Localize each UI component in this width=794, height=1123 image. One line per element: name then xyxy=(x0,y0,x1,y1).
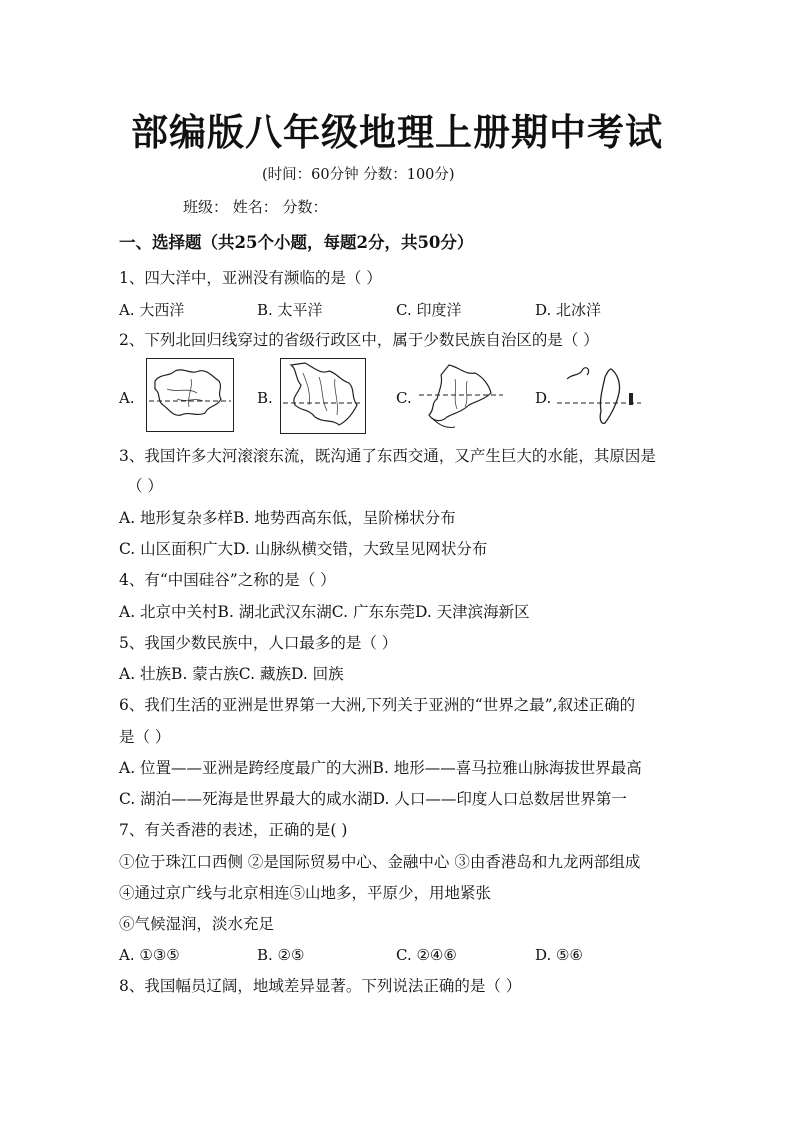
question-3-stem-cont: （ ） xyxy=(127,477,163,495)
question-5-stem: 5、我国少数民族中，人口最多的是（ ） xyxy=(119,634,398,652)
guangdong-map-figure xyxy=(418,358,504,436)
q6-options-line-2: C. 湖泊——死海是世界最大的咸水湖D. 人口——印度人口总数居世界第一 xyxy=(119,790,627,808)
q7-option-b: B. ②⑤ xyxy=(257,946,305,964)
q3-options-line-1: A. 地形复杂多样B. 地势西高东低，呈阶梯状分布 xyxy=(119,509,456,527)
q4-options-line: A. 北京中关村B. 湖北武汉东湖C. 广东东莞D. 天津滨海新区 xyxy=(119,603,530,621)
q7-statements-line-2: ④通过京广线与北京相连⑤山地多，平原少，用地紧张 xyxy=(119,884,492,902)
yunnan-map-figure xyxy=(280,358,366,434)
q2-label-d: D. xyxy=(535,389,552,407)
q7-option-d: D. ⑤⑥ xyxy=(535,946,583,964)
question-6-stem: 6、我们生活的亚洲是世界第一大洲,下列关于亚洲的“世界之最”,叙述正确的 xyxy=(119,696,636,714)
section-heading: 一、选择题（共25个小题，每题2分，共50分） xyxy=(119,233,474,252)
question-6-stem-cont: 是（ ） xyxy=(119,728,171,746)
question-7-stem: 7、有关香港的表述，正确的是( ) xyxy=(119,821,348,839)
q3-options-line-2: C. 山区面积广大D. 山脉纵横交错，大致呈见网状分布 xyxy=(119,540,488,558)
q6-options-line-1: A. 位置——亚洲是跨经度最广的大洲B. 地形——喜马拉雅山脉海拔世界最高 xyxy=(119,759,642,777)
question-2-stem: 2、下列北回归线穿过的省级行政区中，属于少数民族自治区的是（ ） xyxy=(119,331,599,349)
class-name-score-line: 班级： 姓名： 分数： xyxy=(183,198,328,216)
exam-title: 部编版八年级地理上册期中考试 xyxy=(131,110,663,154)
exam-subtitle: (时间：60分钟 分数：100分) xyxy=(262,167,455,183)
taiwan-map-figure xyxy=(556,358,642,434)
question-8-stem: 8、我国幅员辽阔，地域差异显著。下列说法正确的是（ ） xyxy=(119,977,522,995)
guangxi-map-figure xyxy=(146,358,234,432)
q2-label-a: A. xyxy=(119,389,135,407)
q7-statements-line-3: ⑥气候湿润，淡水充足 xyxy=(119,915,275,933)
q1-option-a: A. 大西洋 xyxy=(119,301,185,319)
question-1-stem: 1、四大洋中，亚洲没有濒临的是（ ） xyxy=(119,269,382,287)
question-4-stem: 4、有“中国硅谷”之称的是（ ） xyxy=(119,571,336,589)
q1-option-c: C. 印度洋 xyxy=(396,301,462,319)
q5-options-line: A. 壮族B. 蒙古族C. 藏族D. 回族 xyxy=(119,665,344,683)
question-3-stem: 3、我国许多大河滚滚东流，既沟通了东西交通，又产生巨大的水能，其原因是 xyxy=(119,447,656,465)
q1-option-b: B. 太平洋 xyxy=(257,301,323,319)
q2-label-b: B. xyxy=(257,389,273,407)
q7-option-c: C. ②④⑥ xyxy=(396,946,457,964)
q7-statements-line-1: ①位于珠江口西侧 ②是国际贸易中心、金融中心 ③由香港岛和九龙两部组成 xyxy=(119,853,641,871)
q2-label-c: C. xyxy=(396,389,412,407)
q1-option-d: D. 北冰洋 xyxy=(535,301,602,319)
q7-option-a: A. ①③⑤ xyxy=(119,946,180,964)
